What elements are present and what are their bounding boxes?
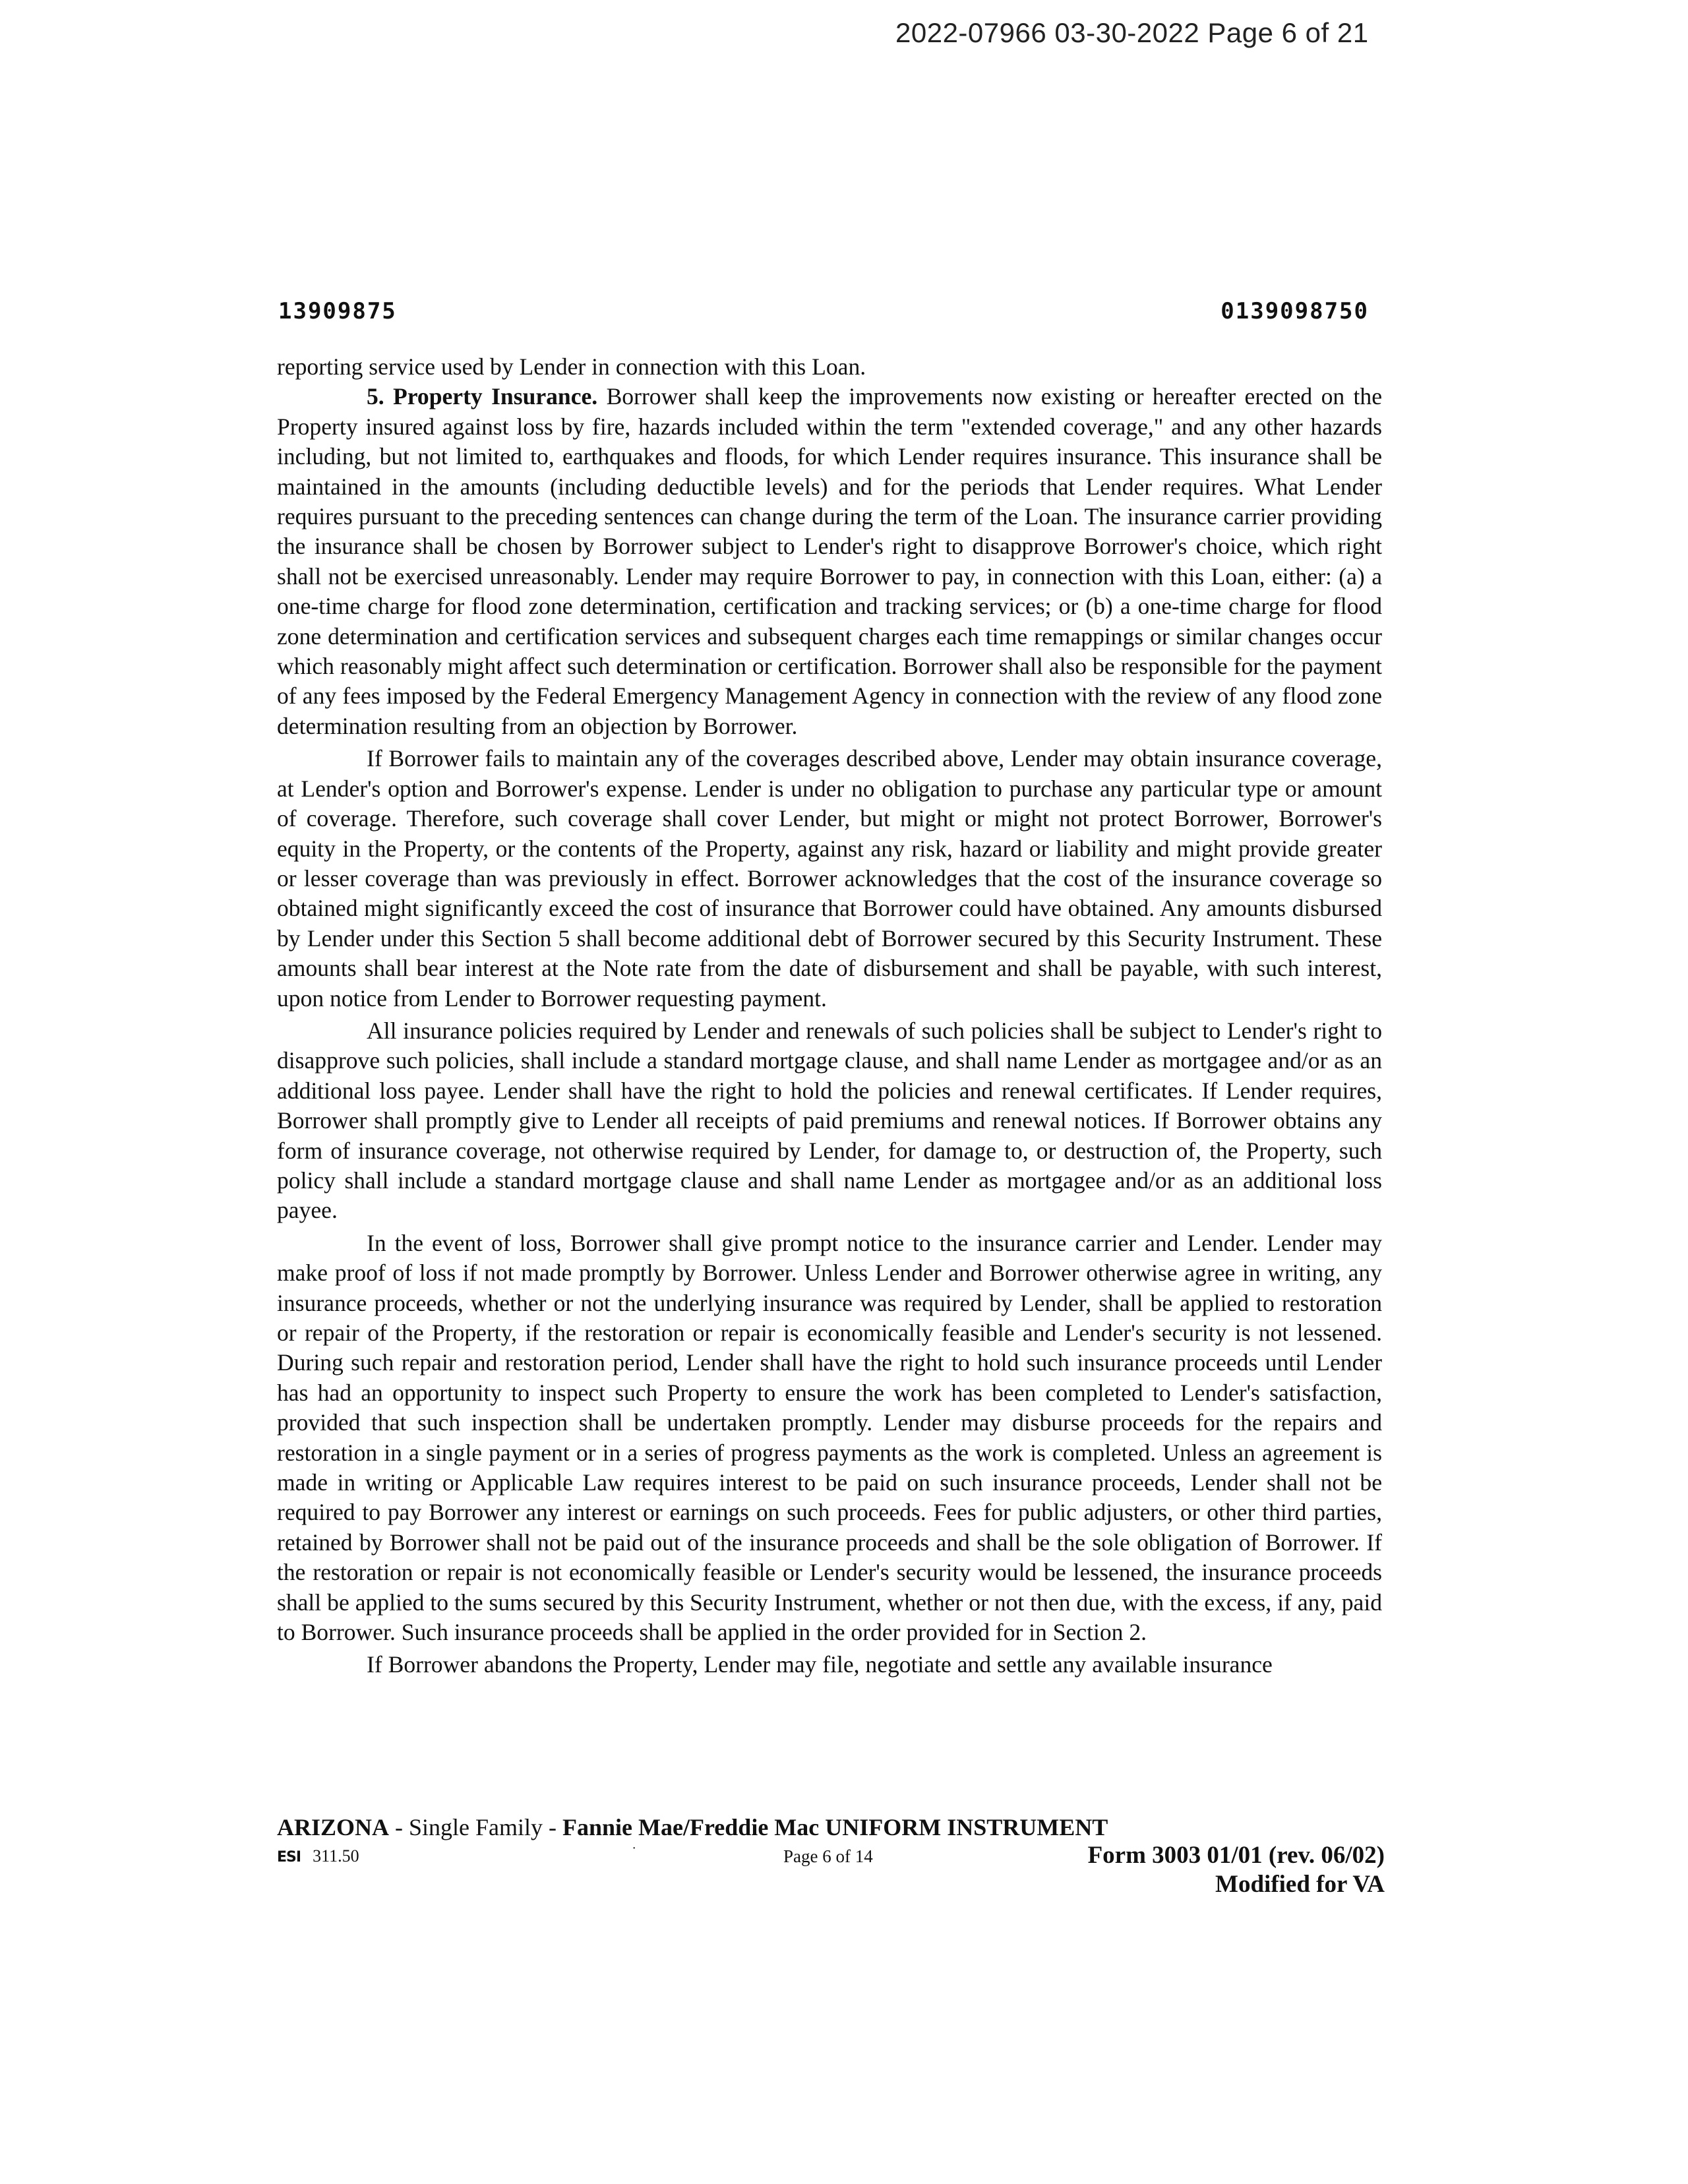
section-5-paragraph-1 — [277, 382, 1382, 741]
form-code-number: 311.50 — [313, 1846, 359, 1866]
section-5-paragraph-1-text: Borrower shall keep the improvements now existing or hereafter erected on the Property insured against loss by fire, hazards included within the term "extended coverage," and any other hazards including, but not limited to, earthquakes and floods, for which Lender requires insurance. This insurance shall be maintained in the amounts (including deductible levels) and for the periods that Lender requires. What Lender requires pursuant to the preceding sentences can change during the term of the Loan. The insurance carrier providing the insurance shall be chosen by Borrower subject to Lender's right to disapprove Borrower's choice, which right shall not be exercised unreasonably. Lender may require Borrower to pay, in connection with this Loan, either: (a) a one-time charge for flood zone determination, certification and tracking services; or (b) a one-time charge for flood zone determination and certification services and subsequent charges each time remappings or similar changes occur which reasonably might affect such determination or certification. Borrower shall also be responsible for the payment of any fees imposed by the Federal Emergency Management Agency in connection with the review of any flood zone determination resulting from an objection by Borrower. — [277, 383, 1382, 739]
form-code — [277, 1846, 359, 1866]
form-number: Form 3003 01/01 (rev. 06/02) — [1087, 1842, 1385, 1869]
section-5-paragraph-3: All insurance policies required by Lender and renewals of such policies shall be subject to Lender's right to disapprove such policies, shall include a standard mortgage clause, and shall name Lender as mortgagee and/or as an additional loss payee. Lender shall have the right to hold the policies and renewal certificates. If Lender requires, Borrower shall promptly give to Lender all receipts of paid premiums and renewal notices. If Borrower obtains any form of insurance coverage, not otherwise required by Lender, for damage to, or destruction of, the Property, such policy shall include a standard mortgage clause and shall name Lender as mortgagee and/or as an additional loss payee. — [277, 1017, 1382, 1224]
footer-row — [277, 1841, 1385, 1870]
modified-note: Modified for VA — [1215, 1871, 1385, 1898]
document-body — [277, 352, 1382, 1680]
continuation-paragraph: reporting service used by Lender in connection with this Loan. — [277, 353, 866, 380]
section-5-paragraph-4: In the event of loss, Borrower shall give prompt notice to the insurance carrier and Lender. Lender may make proof of loss if not made promptly by Borrower. Unless Lender and Borrower otherwise agree in writing, any insurance proceeds, whether or not the underlying insurance was required by Lender, shall be applied to restoration or repair of the Property, if the restoration or repair is economically feasible and Lender's security is not lessened. During such repair and restoration period, Lender shall have the right to hold such insurance proceeds until Lender has had an opportunity to inspect such Property to ensure the work has been completed to Lender's satisfaction, provided that such inspection shall be undertaken promptly. Lender may disburse proceeds for the repairs and restoration in a single payment or in a series of progress payments as the work is completed. Unless an agreement is made in writing or Applicable Law requires interest to be paid on such insurance proceeds, Lender shall not be required to pay Borrower any interest or earnings on such proceeds. Fees for public adjusters, or other third parties, retained by Borrower shall not be paid out of the insurance proceeds and shall be the sole obligation of Borrower. If the restoration or repair is not economically feasible or Lender's security would be lessened, the insurance proceeds shall be applied to the sums secured by this Security Instrument, whether or not then due, with the excess, if any, paid to Borrower. Such insurance proceeds shall be applied in the order provided for in Section 2. — [277, 1229, 1382, 1646]
loan-number-right: 0139098750 — [1221, 298, 1369, 324]
footer-instrument-line — [277, 1813, 1385, 1841]
footer-separator: - Single Family - — [389, 1814, 563, 1840]
recording-stamp: 2022-07966 03-30-2022 Page 6 of 21 — [895, 17, 1369, 48]
page-number: Page 6 of 14 — [783, 1846, 873, 1866]
section-5-paragraph-2: If Borrower fails to maintain any of the coverages described above, Lender may obtain insurance coverage, at Lender's option and Borrower's expense. Lender is under no obligation to purchase any particular type or amount of coverage. Therefore, such coverage shall cover Lender, but might or might not protect Borrower, Borrower's equity in the Property, or the contents of the Property, against any risk, hazard or liability and might provide greater or lesser coverage than was previously in effect. Borrower acknowledges that the cost of the insurance coverage so obtained might significantly exceed the cost of insurance that Borrower could have obtained. Any amounts disbursed by Lender under this Section 5 shall become additional debt of Borrower secured by this Security Instrument. These amounts shall bear interest at the Note rate from the date of disbursement and shall be payable, with such interest, upon notice from Lender to Borrower requesting payment. — [277, 745, 1382, 1012]
section-5-heading: 5. Property Insurance. — [367, 383, 598, 410]
loan-number-left: 13909875 — [278, 298, 397, 324]
section-5-paragraph-5: If Borrower abandons the Property, Lender may file, negotiate and settle any available insurance — [367, 1651, 1273, 1678]
footer-instrument: Fannie Mae/Freddie Mac UNIFORM INSTRUMENT — [562, 1814, 1108, 1840]
speck-mark: ˙ — [632, 1844, 637, 1860]
document-footer — [277, 1813, 1385, 1899]
footer-state: ARIZONA — [277, 1814, 390, 1840]
esi-logo-icon: ESI — [277, 1849, 301, 1866]
